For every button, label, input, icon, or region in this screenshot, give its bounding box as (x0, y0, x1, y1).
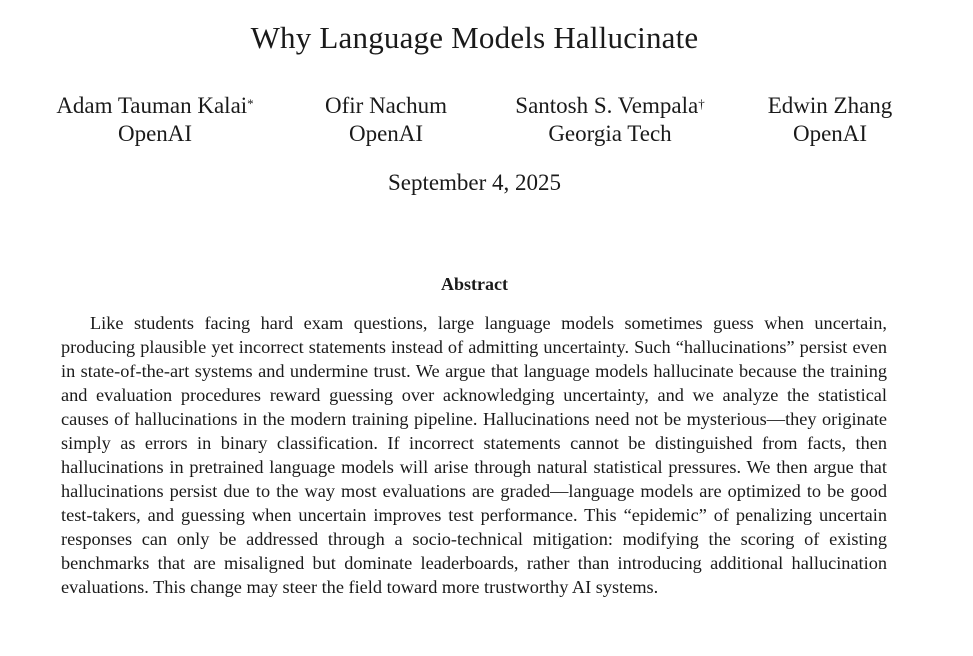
author-3 (495, 92, 725, 148)
author-2-name: Ofir Nachum (325, 93, 447, 118)
paper-title: Why Language Models Hallucinate (250, 20, 699, 55)
author-1-affiliation: OpenAI (117, 121, 193, 146)
author-block (0, 92, 949, 152)
author-3-name: Santosh S. Vempala (515, 93, 699, 118)
author-1-name: Adam Tauman Kalai (56, 93, 248, 118)
author-2-affiliation: OpenAI (348, 121, 424, 146)
author-1 (40, 92, 270, 148)
author-3-affiliation: Georgia Tech (548, 121, 672, 146)
author-4-affiliation: OpenAI (792, 121, 868, 146)
abstract-heading: Abstract (441, 274, 508, 294)
author-4-name: Edwin Zhang (767, 93, 893, 118)
author-2 (300, 92, 472, 148)
abstract-text: Like students facing hard exam questions, large language models sometimes guess when uncertain, producing plausible yet incorrect statements instead of admitting uncertainty. Such “hallucinations” persist even in state-of-the-art systems and undermine trust. We argue that language models hallucinate because the training and evaluation procedures reward guessing over acknowledging uncertainty, and we analyze the statistical causes of hallucinations in the modern training pipeline. Hallucinations need not be mysterious—they originate simply as errors in binary classification. If incorrect statements cannot be distinguished from facts, then hallucinations in pretrained language models will arise through natural statistical pressures. We then argue that hallucinations persist due to the way most evaluations are graded—language models are optimized to be good test-takers, and guessing when uncertain improves test performance. This “epidemic” of penalizing uncertain responses can only be addressed through a socio-technical mitigation: modifying the scoring of existing benchmarks that are misaligned but dominate leaderboards, rather than introducing additional hallucination evaluations. This change may steer the field toward more trustworthy AI systems. (61, 313, 887, 597)
publication-date: September 4, 2025 (387, 170, 562, 195)
author-4 (750, 92, 910, 148)
author-3-footnote-mark: † (698, 96, 705, 111)
author-1-footnote-mark: * (247, 96, 254, 111)
